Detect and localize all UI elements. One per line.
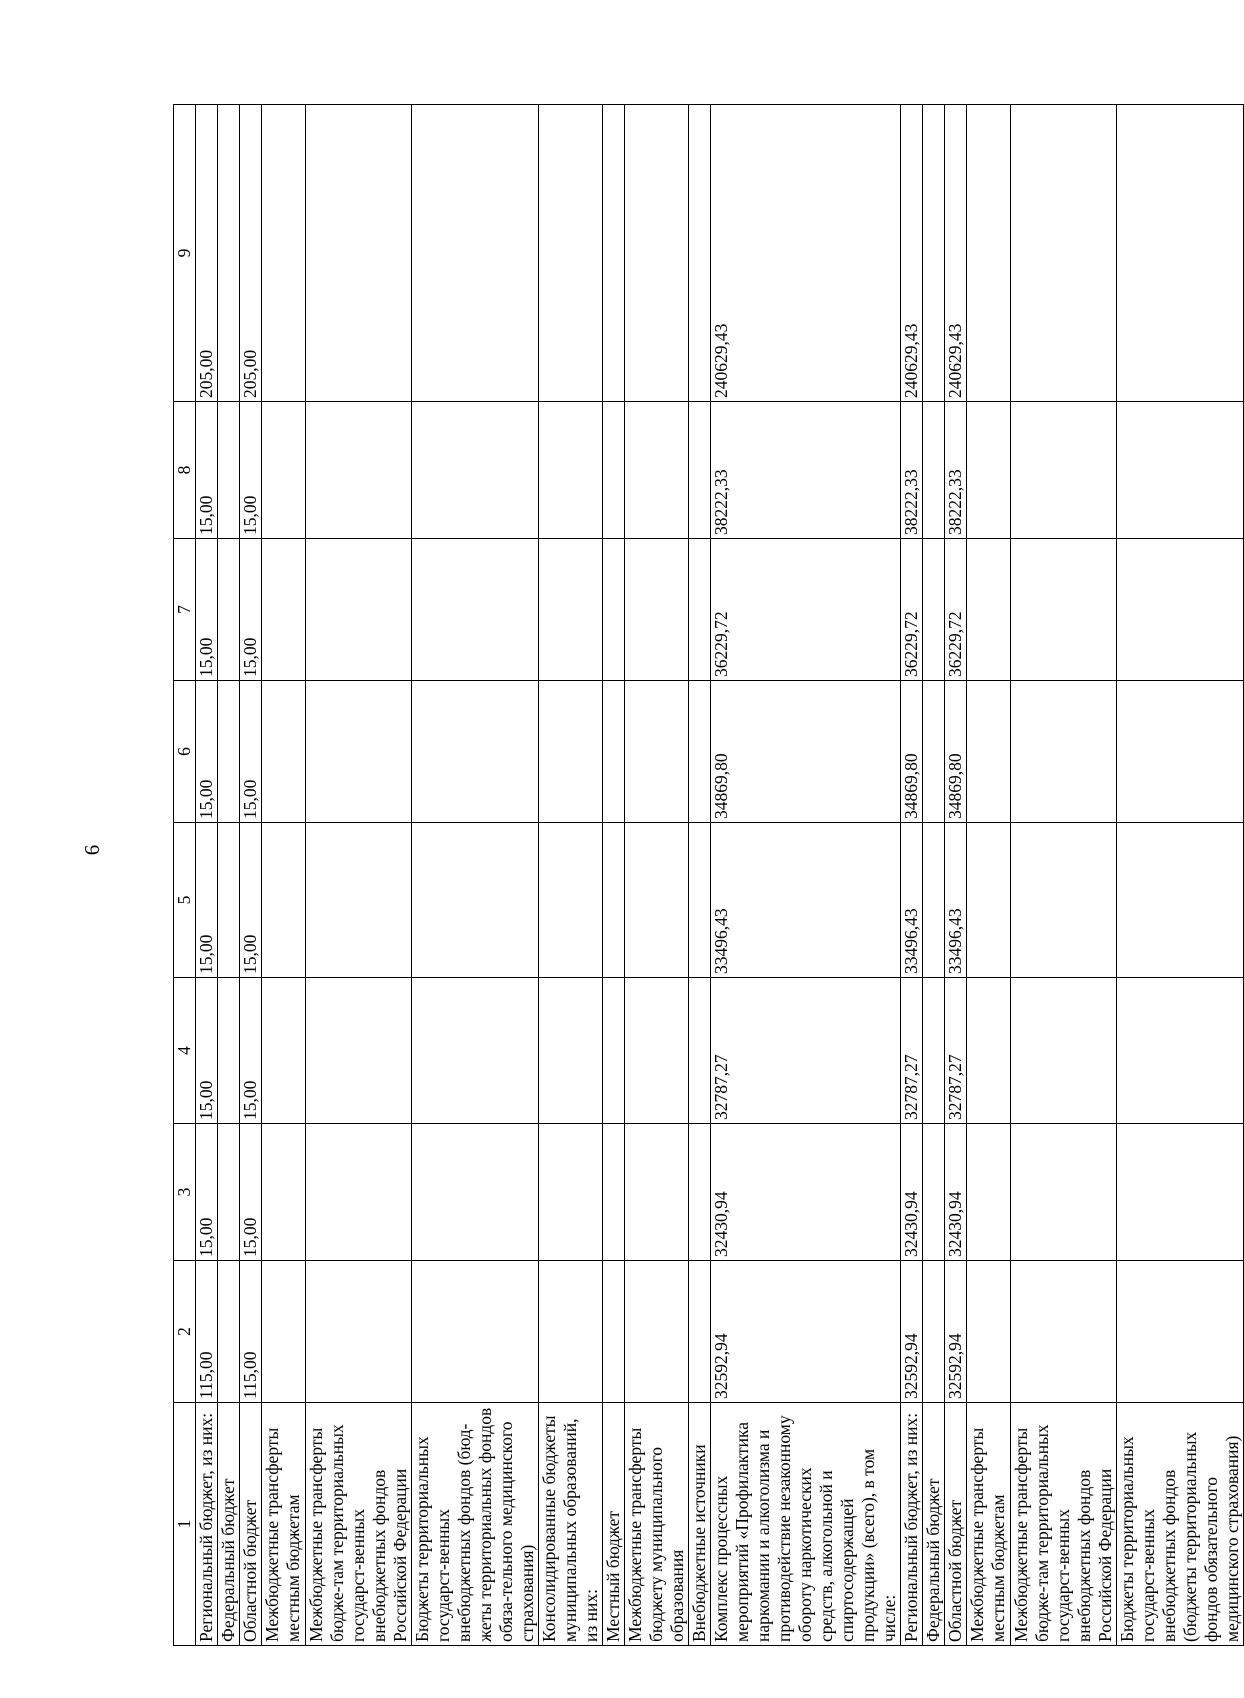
table-cell: 15,00 [196,823,218,978]
table-cell [1117,1261,1244,1403]
table-cell [1117,402,1244,539]
table-row [539,105,603,1646]
table-cell: 32787,27 [945,978,967,1124]
table-cell [306,105,412,402]
table-row [945,105,967,1646]
row-label: Федеральный бюджет [923,1403,945,1646]
table-cell: 32787,27 [711,978,901,1124]
row-label: Областной бюджет [945,1403,967,1646]
column-header: 1 [174,1403,196,1646]
table-row [1117,105,1244,1646]
table-cell [625,823,689,978]
table-row [923,105,945,1646]
table-cell [1011,402,1117,539]
table-cell [218,105,240,402]
table-cell [262,539,306,681]
table-cell [923,1124,945,1261]
table-cell [1011,1124,1117,1261]
table-cell [603,978,625,1124]
table-cell [689,105,711,402]
table-cell [218,402,240,539]
table-row [412,105,539,1646]
table-cell [967,823,1011,978]
table-cell [412,1261,539,1403]
table-cell [1117,823,1244,978]
table-cell [306,1261,412,1403]
table-cell [218,1124,240,1261]
table-cell [412,105,539,402]
table-cell [923,823,945,978]
table-cell: 38222,33 [711,402,901,539]
table-cell: 33496,43 [945,823,967,978]
table-cell [689,1124,711,1261]
table-row [603,105,625,1646]
table-cell [625,1261,689,1403]
table-cell: 115,00 [196,1261,218,1403]
table-cell [1011,681,1117,823]
row-label: Внебюджетные источники [689,1403,711,1646]
table-cell [1011,1261,1117,1403]
table-cell: 15,00 [196,681,218,823]
column-header: 7 [174,539,196,681]
table-row [262,105,306,1646]
table-cell [967,539,1011,681]
table-cell [923,681,945,823]
table-cell [603,823,625,978]
table-cell [539,105,603,402]
table-cell [689,1261,711,1403]
table-cell [625,978,689,1124]
table-cell [306,402,412,539]
table-cell [967,1261,1011,1403]
table-cell: 240629,43 [901,105,923,402]
table-body [174,105,1244,1646]
table-row [240,105,262,1646]
table-cell [603,105,625,402]
table-cell [218,681,240,823]
table-row [967,105,1011,1646]
table-cell [1117,681,1244,823]
table-cell [262,1261,306,1403]
table-cell [967,1124,1011,1261]
row-label: Региональный бюджет, из них: [196,1403,218,1646]
row-label: Региональный бюджет, из них: [901,1403,923,1646]
table-cell: 15,00 [240,823,262,978]
table-cell [689,978,711,1124]
table-cell [603,1261,625,1403]
table-cell: 205,00 [240,105,262,402]
table-cell: 32592,94 [901,1261,923,1403]
table-cell [1011,105,1117,402]
row-label: Местный бюджет [603,1403,625,1646]
table-cell: 15,00 [196,1124,218,1261]
table-cell [967,978,1011,1124]
table-cell [1011,978,1117,1124]
table-cell [306,539,412,681]
table-row [218,105,240,1646]
column-header: 3 [174,1124,196,1261]
table-cell [412,823,539,978]
table-cell [603,681,625,823]
table-row [306,105,412,1646]
table-cell [923,978,945,1124]
table-cell [689,402,711,539]
table-cell [306,823,412,978]
table-cell: 36229,72 [711,539,901,681]
table-cell [923,402,945,539]
table-cell [689,681,711,823]
table-cell [262,978,306,1124]
table-cell [412,402,539,539]
table-cell [603,539,625,681]
table-cell: 15,00 [240,539,262,681]
table-cell [306,1124,412,1261]
table-cell [539,681,603,823]
budget-table [173,104,1244,1646]
table-cell: 15,00 [240,402,262,539]
table-cell [539,978,603,1124]
row-label: Федеральный бюджет [218,1403,240,1646]
table-cell [412,1124,539,1261]
column-header: 9 [174,105,196,402]
table-cell [625,402,689,539]
row-label: Межбюджетные трансферты бюджету муниципального образования [625,1403,689,1646]
table-cell [218,1261,240,1403]
table-cell [412,681,539,823]
table-cell [539,1261,603,1403]
table-cell: 34869,80 [945,681,967,823]
table-cell: 36229,72 [901,539,923,681]
table-cell [539,539,603,681]
table-cell [1011,823,1117,978]
table-cell: 240629,43 [945,105,967,402]
header-row [174,105,196,1646]
table-cell [689,823,711,978]
table-cell [625,105,689,402]
table-cell [539,1124,603,1261]
table-cell: 36229,72 [945,539,967,681]
table-cell [625,681,689,823]
table-cell: 34869,80 [901,681,923,823]
table-row [689,105,711,1646]
table-cell [306,681,412,823]
table-cell [306,978,412,1124]
table-cell: 34869,80 [711,681,901,823]
column-header: 8 [174,402,196,539]
table-cell: 32430,94 [901,1124,923,1261]
table-cell [603,402,625,539]
table-cell [967,681,1011,823]
row-label: Консолидированные бюджеты муниципальных образований, из них: [539,1403,603,1646]
table-cell [262,402,306,539]
table-row [711,105,901,1646]
table-cell: 15,00 [196,539,218,681]
table-cell: 33496,43 [711,823,901,978]
table-row [196,105,218,1646]
table-cell [262,681,306,823]
table-cell: 32787,27 [901,978,923,1124]
row-label: Межбюджетные трансферты местным бюджетам [967,1403,1011,1646]
row-label: Межбюджетные трансферты бюдже-там территориальных государст-венных внебюджетных фондов Российской Федерации [1011,1403,1117,1646]
table-row [625,105,689,1646]
table-cell: 38222,33 [901,402,923,539]
table-cell: 32592,94 [945,1261,967,1403]
table-cell [1117,978,1244,1124]
table-cell: 15,00 [196,402,218,539]
table-cell: 15,00 [240,681,262,823]
table-cell [923,1261,945,1403]
table-cell [539,402,603,539]
table-cell [923,105,945,402]
page-number: 6 [80,844,104,856]
row-label: Межбюджетные трансферты местным бюджетам [262,1403,306,1646]
row-label: Межбюджетные трансферты бюдже-там территориальных государст-венных внебюджетных фондов Российской Федерации [306,1403,412,1646]
table-cell [1117,1124,1244,1261]
table-cell [689,539,711,681]
table-cell [967,105,1011,402]
table-cell: 33496,43 [901,823,923,978]
table-cell [625,539,689,681]
row-label: Бюджеты территориальных государст-венных внебюджетных фондов (бюджеты территориальных фондов обязательного медицинского страхования) [1117,1403,1244,1646]
column-header: 2 [174,1261,196,1403]
row-label: Комплекс процессных мероприятий «Профилактика наркомании и алкоголизма и противодействие незаконному обороту наркотических средств, алкогольной и спиртосодержащей продукции» (всего), в том числе: [711,1403,901,1646]
table-cell [1117,539,1244,681]
table-cell [603,1124,625,1261]
table-cell: 115,00 [240,1261,262,1403]
table-cell: 240629,43 [711,105,901,402]
table-cell: 15,00 [240,1124,262,1261]
table-cell: 15,00 [240,978,262,1124]
table-row [1011,105,1117,1646]
table-cell [923,539,945,681]
table-cell [262,105,306,402]
table-cell [625,1124,689,1261]
table-cell [1011,539,1117,681]
table-cell: 38222,33 [945,402,967,539]
table-cell [218,539,240,681]
row-label: Бюджеты территориальных государст-венных внебюджетных фондов (бюд-жеты территориальных фондов обяза-тельного медицинского страхования) [412,1403,539,1646]
table-cell [218,823,240,978]
table-cell: 205,00 [196,105,218,402]
table-cell [412,539,539,681]
table-cell [539,823,603,978]
table-cell: 15,00 [196,978,218,1124]
column-header: 4 [174,978,196,1124]
column-header: 5 [174,823,196,978]
row-label: Областной бюджет [240,1403,262,1646]
table-cell [218,978,240,1124]
table-cell [1117,105,1244,402]
rotated-table-wrapper [173,105,1242,1646]
table-cell [262,823,306,978]
table-cell [967,402,1011,539]
table-cell: 32592,94 [711,1261,901,1403]
table-cell [412,978,539,1124]
table-row [901,105,923,1646]
column-header: 6 [174,681,196,823]
table-cell: 32430,94 [711,1124,901,1261]
table-cell [262,1124,306,1261]
table-cell: 32430,94 [945,1124,967,1261]
